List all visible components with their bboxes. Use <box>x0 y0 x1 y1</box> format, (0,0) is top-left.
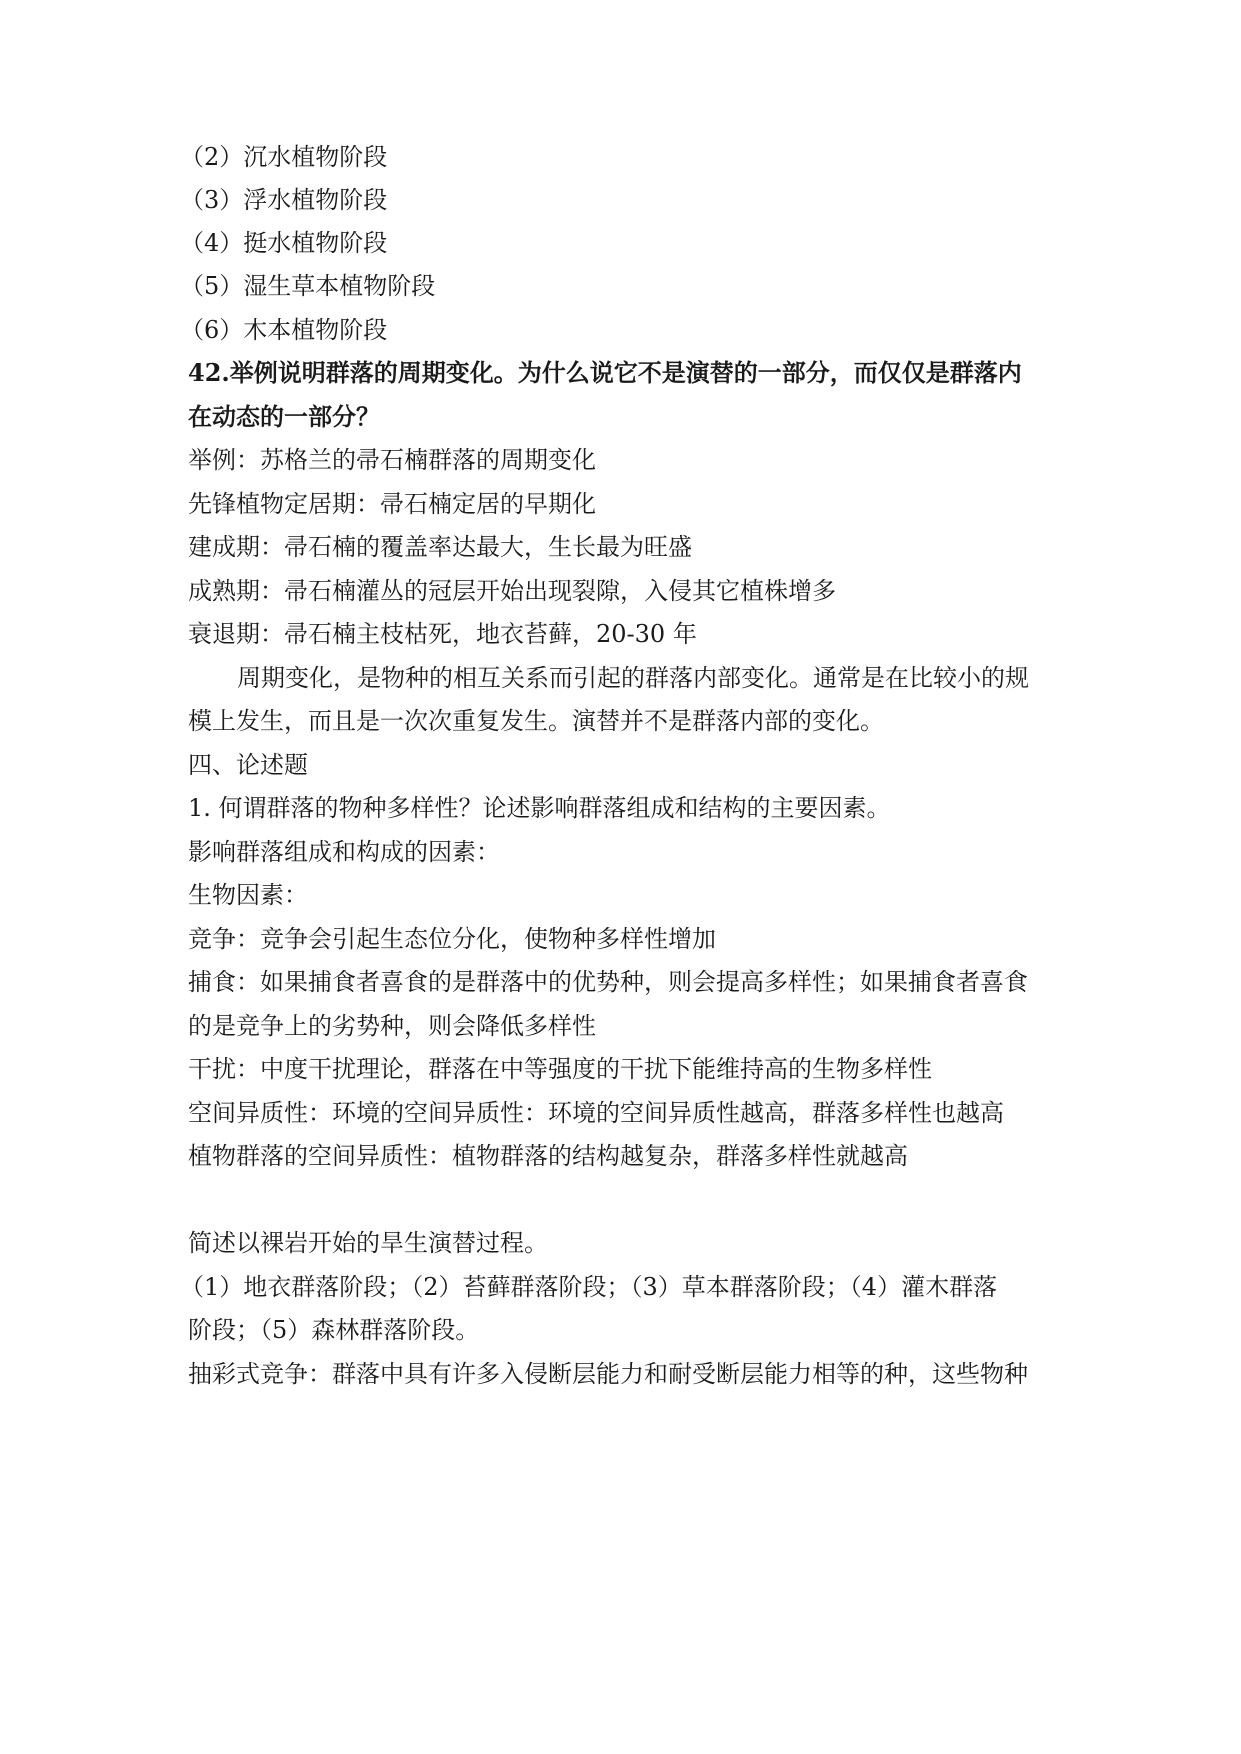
biotic-factors-heading: 生物因素： <box>188 881 308 909</box>
mature-phase-line: 成熟期：帚石楠灌丛的冠层开始出现裂隙，入侵其它植株增多 <box>188 577 836 605</box>
succession-stages-line-2: 阶段；（5）森林群落阶段。 <box>188 1316 480 1344</box>
spatial-heterogeneity-line: 空间异质性：环境的空间异质性：环境的空间异质性越高，群落多样性也越高 <box>188 1099 1004 1127</box>
stage-4-line: （4）挺水植物阶段 <box>180 229 388 257</box>
lottery-competition-line: 抽彩式竞争：群落中具有许多入侵断层能力和耐受断层能力相等的种，这些物种 <box>188 1360 1028 1388</box>
predation-line-1: 捕食：如果捕食者喜食的是群落中的优势种，则会提高多样性；如果捕食者喜食 <box>188 968 1028 996</box>
question-42-line-2: 在动态的一部分？ <box>188 402 380 431</box>
succession-stages-line-1: （1）地衣群落阶段；（2）苔藓群落阶段；（3）草本群落阶段；（4）灌木群落 <box>180 1273 998 1301</box>
xerarch-succession-question: 简述以裸岩开始的旱生演替过程。 <box>188 1229 548 1257</box>
stage-3-line: （3）浮水植物阶段 <box>180 186 388 214</box>
example-line: 举例：苏格兰的帚石楠群落的周期变化 <box>188 446 596 474</box>
cyclic-change-paragraph-line-1: 周期变化，是物种的相互关系而引起的群落内部变化。通常是在比较小的规 <box>237 664 1029 692</box>
competition-line: 竞争：竞争会引起生态位分化，使物种多样性增加 <box>188 925 716 953</box>
predation-line-2: 的是竞争上的劣势种，则会降低多样性 <box>188 1012 596 1040</box>
cyclic-change-paragraph-line-2: 模上发生，而且是一次次重复发生。演替并不是群落内部的变化。 <box>188 707 884 735</box>
section-heading-essay: 四、论述题 <box>188 751 308 779</box>
stage-6-line: （6）木本植物阶段 <box>180 316 388 344</box>
stage-5-line: （5）湿生草本植物阶段 <box>180 272 436 300</box>
plant-community-heterogeneity-line: 植物群落的空间异质性：植物群落的结构越复杂，群落多样性就越高 <box>188 1142 908 1170</box>
degenerate-phase-line: 衰退期：帚石楠主枝枯死，地衣苔藓，20-30 年 <box>188 620 697 648</box>
factors-heading: 影响群落组成和构成的因素： <box>188 838 500 866</box>
essay-question-1: 1. 何谓群落的物种多样性？论述影响群落组成和结构的主要因素。 <box>188 794 891 822</box>
stage-2-line: （2）沉水植物阶段 <box>180 143 388 171</box>
question-42-line-1: 42.举例说明群落的周期变化。为什么说它不是演替的一部分，而仅仅是群落内 <box>188 358 1022 387</box>
disturbance-line: 干扰：中度干扰理论，群落在中等强度的干扰下能维持高的生物多样性 <box>188 1055 932 1083</box>
pioneer-phase-line: 先锋植物定居期：帚石楠定居的早期化 <box>188 490 596 518</box>
building-phase-line: 建成期：帚石楠的覆盖率达最大，生长最为旺盛 <box>188 533 692 561</box>
